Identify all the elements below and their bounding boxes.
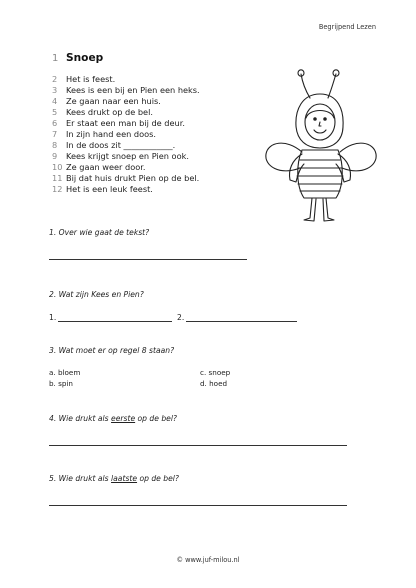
line-number: 12 <box>52 184 63 194</box>
question-4-before: 4. Wie drukt als <box>49 414 112 423</box>
question-5-emphasis: laatste <box>111 474 138 483</box>
option-a[interactable]: a. bloem <box>49 368 81 377</box>
antenna-left <box>301 74 310 98</box>
question-5-after: op de bel? <box>137 474 179 483</box>
leg-left <box>304 198 316 221</box>
question-4-after: op de bel? <box>135 414 177 423</box>
story-line <box>52 162 200 173</box>
story-title: Snoep <box>66 52 104 64</box>
worksheet-category-label: Begrijpend Lezen <box>318 23 376 31</box>
antenna-right <box>328 74 336 98</box>
story-line <box>52 184 200 195</box>
line-text: Bij dat huis drukt Pien op de bel. <box>66 173 200 183</box>
answer-line-q5[interactable] <box>49 505 347 506</box>
story-line <box>52 85 200 96</box>
line-text: Kees is een bij en Pien een heks. <box>66 85 200 95</box>
line-text: Kees krijgt snoep en Pien ook. <box>66 151 189 161</box>
question-5-before: 5. Wie drukt als <box>49 474 112 483</box>
question-1: 1. Over wie gaat de tekst? <box>49 228 150 237</box>
story-line <box>52 96 200 107</box>
question-4 <box>49 414 177 423</box>
story-title-row <box>52 52 200 74</box>
answer-line-q1[interactable] <box>49 259 247 260</box>
wing-left <box>266 143 302 171</box>
line-number: 10 <box>52 162 63 172</box>
footer-website: © www.juf-milou.nl <box>176 556 240 564</box>
story-line <box>52 74 200 85</box>
answer-line-q2-1[interactable] <box>58 321 172 322</box>
nose <box>319 122 321 126</box>
story-line <box>52 173 200 184</box>
question-5 <box>49 474 179 483</box>
option-d[interactable]: d. hoed <box>200 379 228 388</box>
line-text: In de doos zit ____________. <box>66 140 176 150</box>
story-line <box>52 107 200 118</box>
line-text: Er staat een man bij de deur. <box>66 118 185 128</box>
line-number: 6 <box>52 118 58 128</box>
line-text: Kees drukt op de bel. <box>66 107 153 117</box>
story-line <box>52 118 200 129</box>
story-line <box>52 129 200 140</box>
face-inner <box>306 111 334 119</box>
line-text: Ze gaan naar een huis. <box>66 96 161 106</box>
line-number: 11 <box>52 173 63 183</box>
line-text: Ze gaan weer door. <box>66 162 146 172</box>
line-text: In zijn hand een doos. <box>66 129 156 139</box>
line-number: 7 <box>52 129 58 139</box>
question-4-emphasis: eerste <box>111 414 136 423</box>
line-number: 9 <box>52 151 58 161</box>
leg-right <box>323 198 334 221</box>
eye-left <box>314 118 316 120</box>
question-3: 3. Wat moet er op regel 8 staan? <box>49 346 175 355</box>
line-number: 4 <box>52 96 58 106</box>
answer-line-q2-2[interactable] <box>186 321 297 322</box>
line-text: Het is feest. <box>66 74 116 84</box>
story-line <box>52 151 200 162</box>
line-number: 2 <box>52 74 58 84</box>
line-number: 5 <box>52 107 58 117</box>
wing-right <box>340 143 376 171</box>
story-line <box>52 140 200 151</box>
answer-line-q4[interactable] <box>49 445 347 446</box>
answer-label-1: 1. <box>49 313 57 322</box>
answer-label-2: 2. <box>177 313 185 322</box>
mouth <box>314 130 326 133</box>
option-b[interactable]: b. spin <box>49 379 73 388</box>
line-number: 1 <box>52 53 59 64</box>
question-2: 2. Wat zijn Kees en Pien? <box>49 290 144 299</box>
line-number: 8 <box>52 140 58 150</box>
story-text <box>52 52 200 195</box>
line-number: 3 <box>52 85 58 95</box>
line-text: Het is een leuk feest. <box>66 184 153 194</box>
option-c[interactable]: c. snoep <box>200 368 231 377</box>
bee-costume-illustration <box>262 68 384 226</box>
eye-right <box>324 118 326 120</box>
